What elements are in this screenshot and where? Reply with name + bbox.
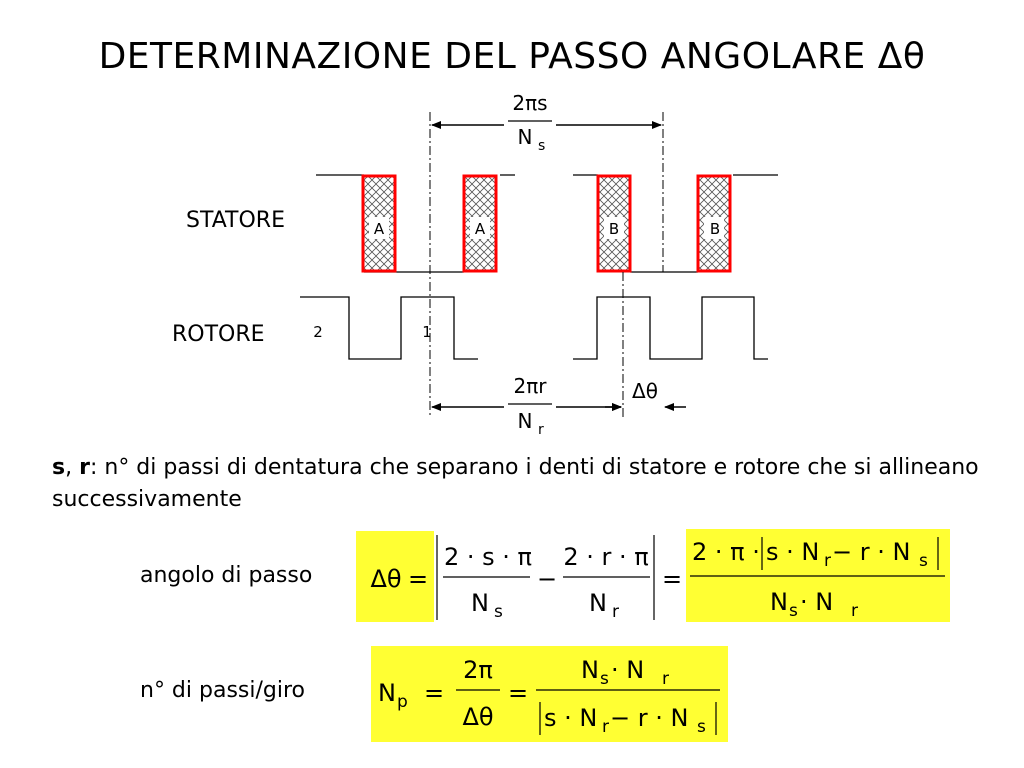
note-s: s: [52, 455, 66, 480]
coil-label: B: [709, 220, 721, 238]
svg-text:r: r: [602, 717, 609, 737]
formula1-label: angolo di passo: [140, 563, 313, 588]
stator-label: STATORE: [186, 208, 285, 233]
svg-text:s · N: s · N: [544, 704, 598, 732]
svg-text:=: =: [423, 679, 445, 707]
svg-text:− r · N: − r · N: [832, 538, 911, 566]
svg-text:s: s: [697, 717, 706, 737]
rotor-pitch-sub: r: [538, 422, 544, 438]
note-text: : n° di passi di dentatura che separano i denti di statore e rotore che si allineano successivamente: [52, 455, 979, 512]
coil-label: B: [608, 220, 620, 238]
formula2-f1-num: 2π: [463, 656, 493, 684]
rotor-pitch-num: 2πr: [513, 374, 547, 398]
stator-pitch-sub: s: [538, 138, 546, 154]
svg-text:s: s: [789, 601, 798, 621]
formula2-lhs: N: [378, 679, 396, 707]
formula2-f1-den: Δθ: [462, 703, 494, 731]
rotor-tooth-label: 1: [422, 323, 432, 341]
rotor-pitch-den: N: [517, 409, 533, 433]
svg-text:r: r: [662, 669, 669, 689]
formula1-t2-num: 2 · r · π: [563, 543, 649, 571]
svg-text:r: r: [824, 551, 831, 571]
svg-text:r: r: [851, 601, 858, 621]
stator-pitch-den: N: [517, 125, 533, 149]
rotor-label: ROTORE: [172, 322, 265, 347]
svg-text:=: =: [507, 679, 529, 707]
svg-text:s: s: [600, 669, 609, 689]
svg-text:r: r: [612, 602, 619, 622]
note-r: r: [79, 455, 90, 480]
svg-text:=: =: [661, 565, 683, 593]
delta-theta-label: Δθ: [632, 379, 658, 403]
stator-pitch-num: 2πs: [512, 91, 548, 115]
definition-note: s, r: n° di passi di dentatura che separano i denti di statore e rotore che si allineano successivamente: [52, 455, 979, 512]
formula1-lhs: Δθ: [370, 565, 402, 593]
svg-text:N: N: [770, 588, 788, 616]
formula2-label: n° di passi/giro: [140, 678, 305, 703]
formula1-t1-num: 2 · s · π: [444, 543, 532, 571]
formula1-rhs-num: 2 · π ·: [692, 538, 760, 566]
svg-text:N: N: [581, 656, 599, 684]
svg-text:=: =: [407, 565, 429, 593]
svg-text:−: −: [536, 565, 558, 593]
svg-text:· N: · N: [611, 656, 645, 684]
svg-text:s: s: [919, 551, 928, 571]
svg-text:s · N: s · N: [766, 538, 820, 566]
rotor-tooth-label: 2: [313, 323, 323, 341]
coil-label: A: [373, 220, 385, 238]
svg-text:s: s: [494, 602, 503, 622]
svg-text:· N: · N: [800, 588, 834, 616]
svg-text:N: N: [589, 589, 607, 617]
svg-text:p: p: [397, 692, 408, 712]
svg-text:N: N: [471, 589, 489, 617]
page-title: DETERMINAZIONE DEL PASSO ANGOLARE Δθ: [98, 36, 926, 77]
svg-text:− r · N: − r · N: [610, 704, 689, 732]
coil-label: A: [474, 220, 486, 238]
